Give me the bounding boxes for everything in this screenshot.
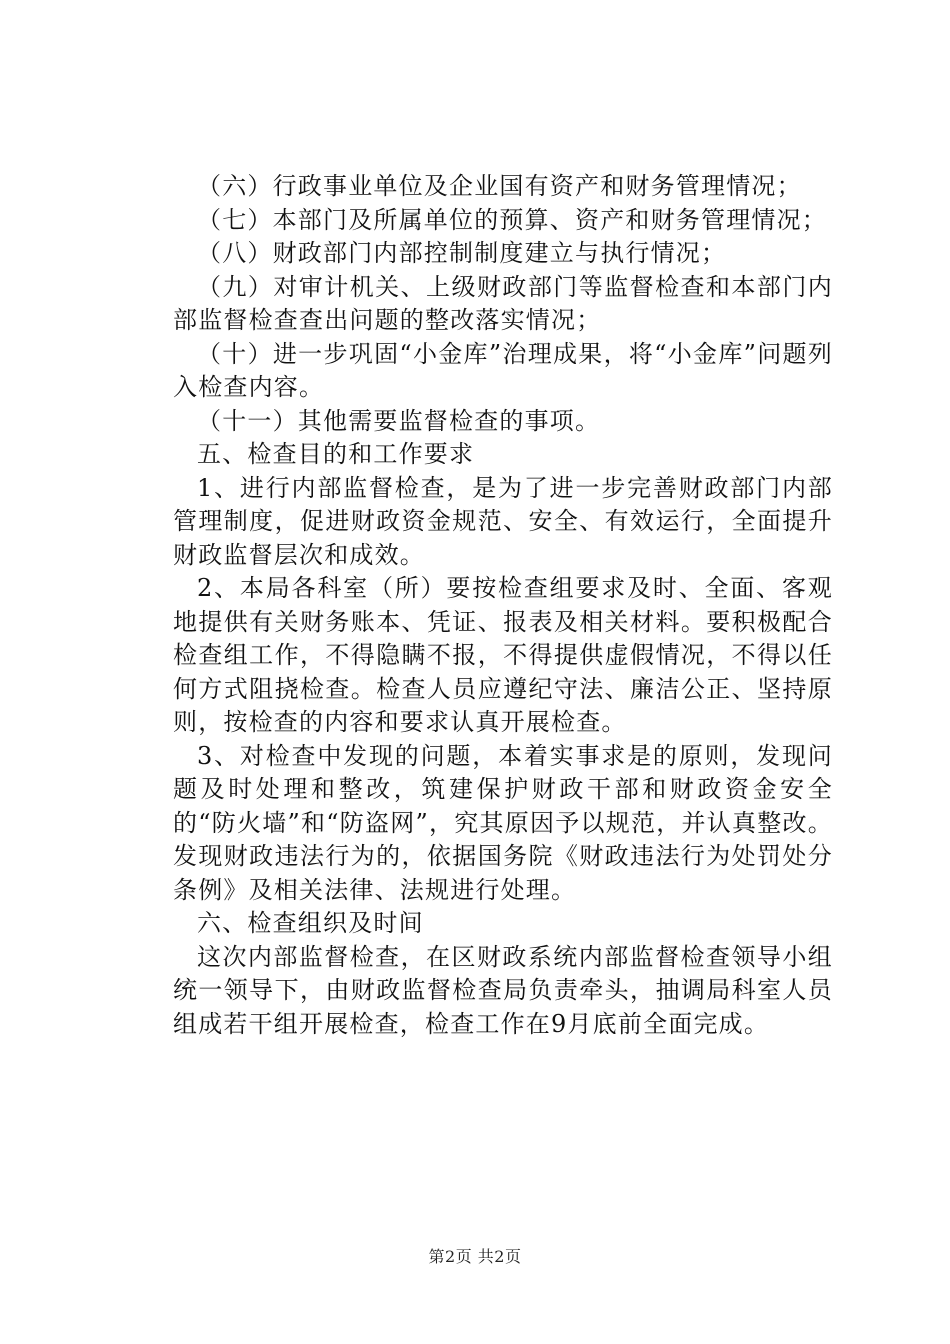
section-heading-5: 五、检查目的和工作要求 [197, 440, 475, 468]
requirement-paragraph-2: 2、本局各科室（所）要按检查组要求及时、全面、客观地提供有关财务账本、凭证、报表及相关材料。要积极配合检查组工作，不得隐瞒不报，不得提供虚假情况，不得以任何方式阻挠检查。检查人员应遵纪守法、廉洁公正、坚持原则，按检查的内容和要求认真开展检查。 [173, 574, 833, 736]
paragraph-item-9: （九）对审计机关、上级财政部门等监督检查和本部门内部监督检查查出问题的整改落实情况； [173, 272, 833, 334]
page-number-footer: 第2页 共2页 [428, 1247, 522, 1266]
paragraph-item-8: （八）财政部门内部控制制度建立与执行情况； [197, 239, 727, 267]
paragraph-item-10: （十）进一步巩固“小金库”治理成果，将“小金库”问题列入检查内容。 [173, 339, 833, 401]
document-body [173, 170, 833, 1041]
organization-paragraph: 这次内部监督检查，在区财政系统内部监督检查领导小组统一领导下，由财政监督检查局负责牵头，抽调局科室人员组成若干组开展检查，检查工作在9月底前全面完成。 [173, 942, 833, 1038]
paragraph-item-6: （六）行政事业单位及企业国有资产和财务管理情况； [197, 172, 802, 200]
requirement-paragraph-3: 3、对检查中发现的问题，本着实事求是的原则，发现问题及时处理和整改，筑建保护财政干部和财政资金安全的“防火墙”和“防盗网”，究其原因予以规范，并认真整改。发现财政违法行为的，依据国务院《财政违法行为处罚处分条例》及相关法律、法规进行处理。 [173, 741, 833, 904]
requirement-paragraph-1: 1、进行内部监督检查，是为了进一步完善财政部门内部管理制度，促进财政资金规范、安全、有效运行，全面提升财政监督层次和成效。 [173, 473, 833, 569]
paragraph-item-11: （十一）其他需要监督检查的事项。 [197, 406, 601, 435]
section-heading-6: 六、检查组织及时间 [197, 909, 424, 937]
paragraph-item-7: （七）本部门及所属单位的预算、资产和财务管理情况； [197, 205, 827, 234]
